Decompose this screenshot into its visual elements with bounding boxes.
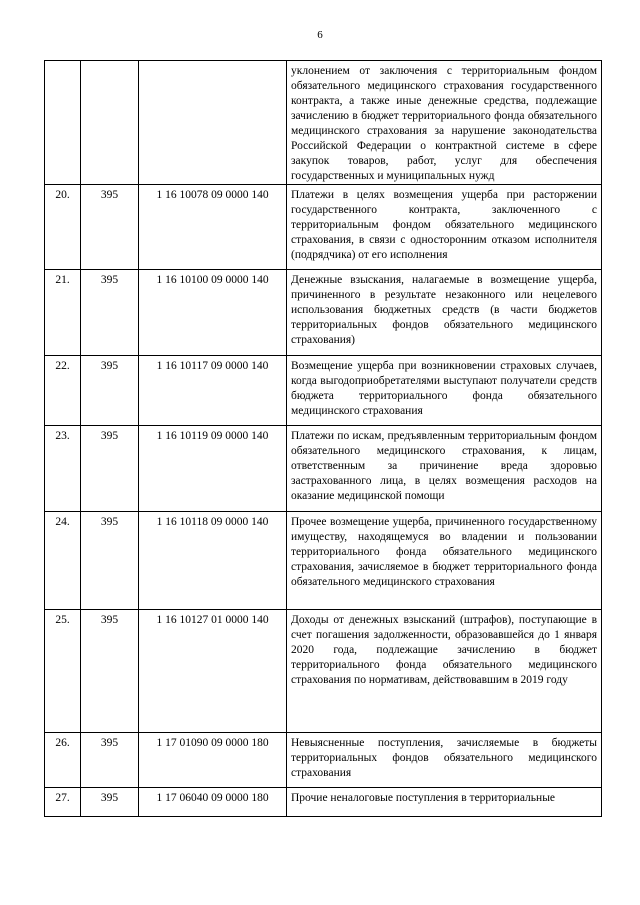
budget-classification-code: 1 16 10078 09 0000 140 <box>139 185 287 270</box>
table-row <box>45 185 602 270</box>
budget-classification-code: 1 16 10127 01 0000 140 <box>139 610 287 733</box>
budget-classification-code: 1 16 10119 09 0000 140 <box>139 426 287 512</box>
row-number: 24. <box>45 512 81 610</box>
row-number: 22. <box>45 356 81 426</box>
budget-classification-code <box>139 61 287 185</box>
table-row <box>45 788 602 817</box>
budget-classification-code: 1 17 06040 09 0000 180 <box>139 788 287 817</box>
revenue-description: Платежи по искам, предъявленным территориальным фондом обязательного медицинского страхования, к лицам, ответственным за причинение вреда здоровью застрахованного лица, в целях возмещения расходов на оказание медицинской помощи <box>287 426 602 512</box>
revenue-description: Прочие неналоговые поступления в территориальные <box>287 788 602 817</box>
table-row <box>45 426 602 512</box>
page-number: 6 <box>317 29 323 41</box>
administrator-code <box>81 61 139 185</box>
administrator-code: 395 <box>81 512 139 610</box>
table-row <box>45 512 602 610</box>
administrator-code: 395 <box>81 788 139 817</box>
row-number: 25. <box>45 610 81 733</box>
budget-classification-code: 1 16 10117 09 0000 140 <box>139 356 287 426</box>
row-number: 26. <box>45 733 81 788</box>
table-row <box>45 356 602 426</box>
table-row <box>45 61 602 185</box>
row-number: 20. <box>45 185 81 270</box>
revenue-description: уклонением от заключения с территориальным фондом обязательного медицинского страхования государственного контракта, а также иные денежные средства, подлежащие зачислению в бюджет территориального фонда обязательного медицинского страхования за нарушение законодательства Российской Федерации о контрактной системе в сфере закупок товаров, работ, услуг для обеспечения государственных и муниципальных нужд <box>287 61 602 185</box>
revenue-description: Возмещение ущерба при возникновении страховых случаев, когда выгодоприобретателями выступают получатели средств бюджета территориального фонда обязательного медицинского страхования <box>287 356 602 426</box>
row-number: 27. <box>45 788 81 817</box>
administrator-code: 395 <box>81 426 139 512</box>
administrator-code: 395 <box>81 270 139 356</box>
budget-classification-code: 1 16 10100 09 0000 140 <box>139 270 287 356</box>
row-number: 21. <box>45 270 81 356</box>
row-number <box>45 61 81 185</box>
table-row <box>45 733 602 788</box>
administrator-code: 395 <box>81 356 139 426</box>
budget-classification-code: 1 17 01090 09 0000 180 <box>139 733 287 788</box>
row-number: 23. <box>45 426 81 512</box>
revenue-description: Платежи в целях возмещения ущерба при расторжении государственного контракта, заключенного с территориальным фондом обязательного медицинского страхования, в связи с односторонним отказом исполнителя (подрядчика) от его исполнения <box>287 185 602 270</box>
revenue-description: Доходы от денежных взысканий (штрафов), поступающие в счет погашения задолженности, образовавшейся до 1 января 2020 года, подлежащие зачислению в бюджет территориального фонда обязательного медицинского страхования по нормативам, действовавшим в 2019 году <box>287 610 602 733</box>
table-row <box>45 610 602 733</box>
administrator-code: 395 <box>81 733 139 788</box>
budget-classification-code: 1 16 10118 09 0000 140 <box>139 512 287 610</box>
revenue-description: Невыясненные поступления, зачисляемые в бюджеты территориальных фондов обязательного медицинского страхования <box>287 733 602 788</box>
revenue-description: Денежные взыскания, налагаемые в возмещение ущерба, причиненного в результате незаконного или нецелевого использования бюджетных средств (в части бюджетов территориальных фондов обязательного медицинского страхования) <box>287 270 602 356</box>
revenue-description: Прочее возмещение ущерба, причиненного государственному имуществу, находящемуся во владении и пользовании территориального фонда обязательного медицинского страхования, зачисляемое в бюджет территориального фонда обязательного медицинского страхования <box>287 512 602 610</box>
administrator-code: 395 <box>81 610 139 733</box>
table-row <box>45 270 602 356</box>
revenue-codes-table <box>44 60 602 817</box>
administrator-code: 395 <box>81 185 139 270</box>
